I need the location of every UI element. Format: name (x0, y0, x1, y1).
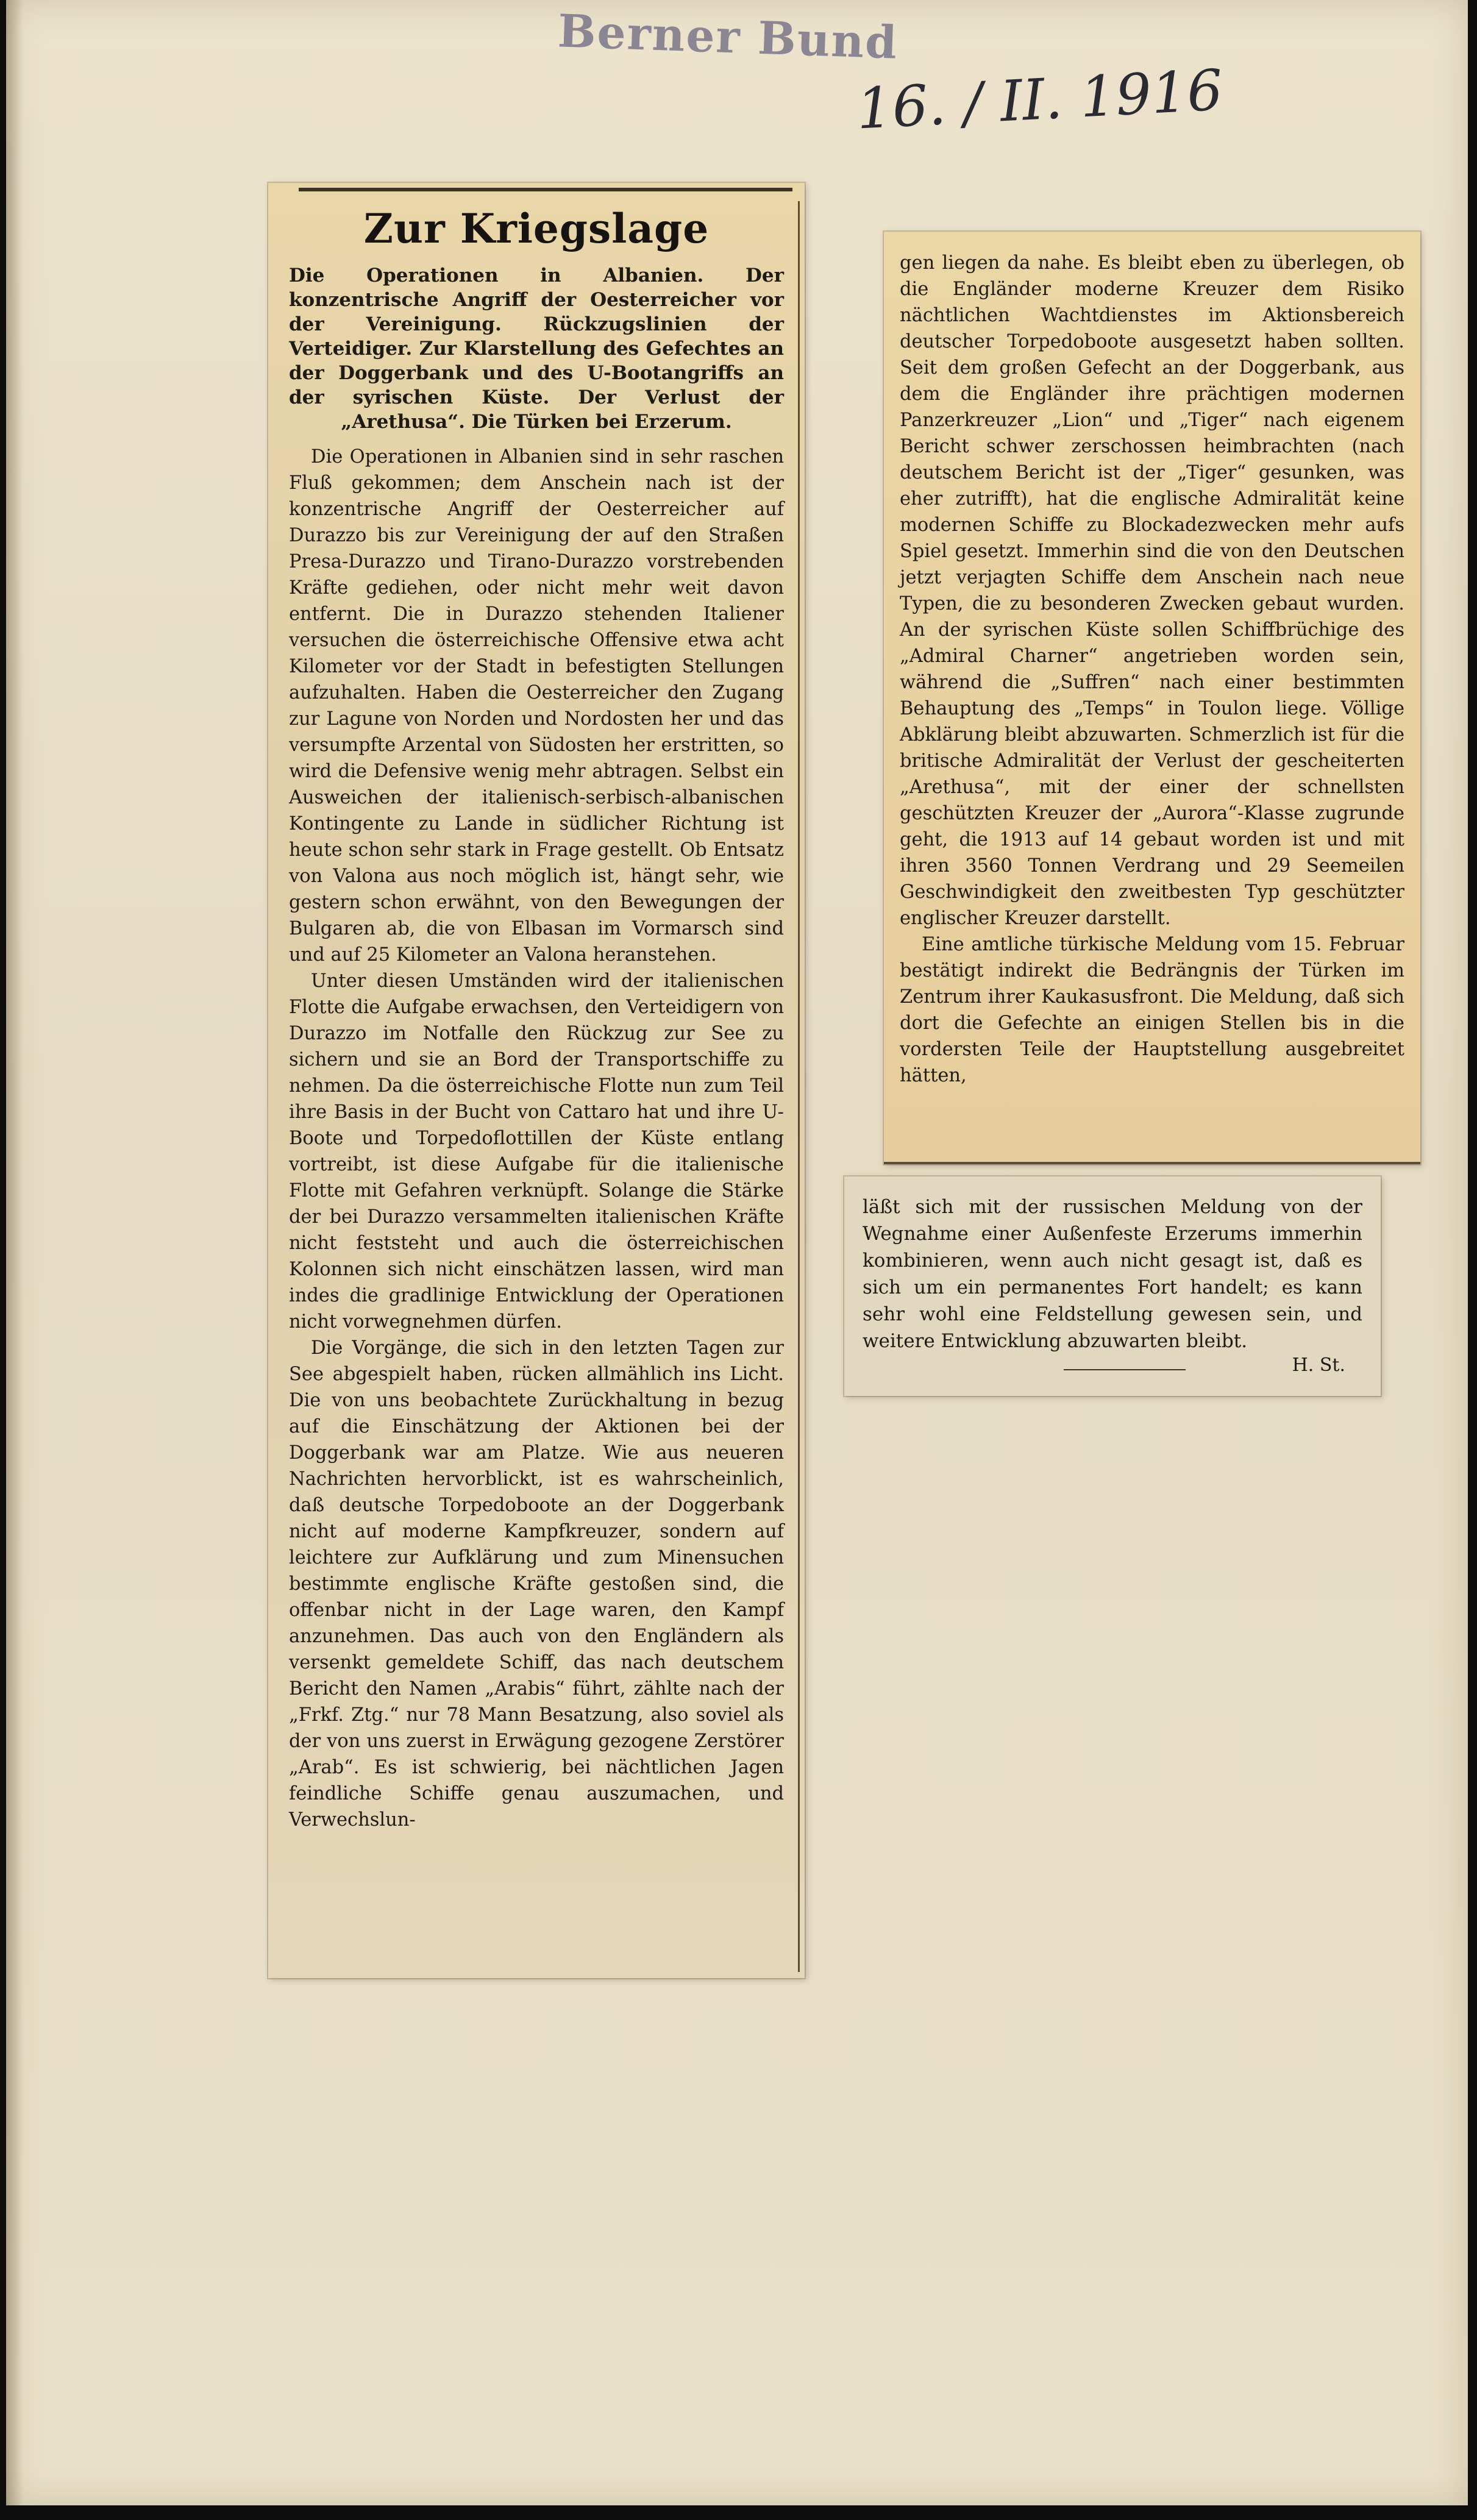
paragraph: gen liegen da nahe. Es bleibt eben zu überlegen, ob die Engländer moderne Kreuzer dem Risiko nächtlichen Wachtdienstes im Aktionsbereich deutscher Torpedoboote ausgesetzt haben sollten. Seit dem großen Gefecht an der Doggerbank, aus dem die Engländer ihre prächtigen modernen Panzerkreuzer „Lion“ und „Tiger“ nach eigenem Bericht schwer zerschossen heimbrachten (nach deutschem Bericht ist der „Tiger“ gesunken, was eher zutrifft), hat die englische Admiralität keine modernen Schiffe zu Blockadezwecken mehr aufs Spiel gesetzt. Immerhin sind die von den Deutschen jetzt verjagten Schiffe dem Anschein nach neue Typen, die zu besonderen Zwecken gebaut wurden. An der syrischen Küste sollen Schiffbrüchige des „Admiral Charner“ angetrieben worden sein, während die „Suffren“ nach einer bestimmten Behauptung des „Temps“ in Toulon liege. Völlige Abklärung bleibt abzuwarten. Schmerzlich ist für die britische Admiralität der Verlust der gescheiterten „Arethusa“, mit der einer der schnellsten geschützten Kreuzer der „Aurora“-Klasse zugrunde geht, die 1913 auf 14 gebaut worden ist und mit ihren 3560 Tonnen Verdrang und 29 Seemeilen Geschwindigkeit den zweitbesten Typ geschützter englischer Kreuzer darstellt. (900, 252, 1404, 929)
article-body-column-1 (289, 444, 784, 1833)
article-body-column-3 (863, 1194, 1362, 1354)
column-rule (798, 201, 800, 1972)
author-signature: H. St. (1292, 1354, 1345, 1376)
article-lead: Die Operationen in Albanien. Der konzentrische Angriff der Oesterreicher vor der Vereinigung. Rückzugslinien der Verteidiger. Zur Klarstellung des Gefechtes an der Doggerbank und des U-Bootangriffs an der syrischen Küste. Der Verlust der „Arethusa“. Die Türken bei Erzerum. (289, 265, 784, 433)
article-headline: Zur Kriegslage (363, 205, 710, 252)
paragraph: Die Vorgänge, die sich in den letzten Tagen zur See abgespielt haben, rücken allmählich ins Licht. Die von uns beobachtete Zurückhaltung in bezug auf die Einschätzung der Aktionen bei der Doggerbank war am Platze. Wie aus neueren Nachrichten hervorblickt, ist es wahrscheinlich, daß deutsche Torpedoboote an der Doggerbank nicht auf moderne Kampfkreuzer, sondern auf leichtere zur Aufklärung und zum Minensuchen bestimmte englische Kräfte gestoßen sind, die offenbar nicht in der Lage waren, den Kampf anzunehmen. Das auch von den Engländern als versenkt gemeldete Schiff, das nach deutschem Bericht den Namen „Arabis“ führt, zählte nach der „Frkf. Ztg.“ nur 78 Mann Besatzung, also soviel als der von uns zuerst in Erwägung gezogene Zerstörer „Arab“. Es ist schwierig, bei nächtlichen Jagen feindliche Schiffe genau auszumachen, und Verwechslun- (289, 1337, 784, 1831)
paragraph: Die Operationen in Albanien sind in sehr raschen Fluß gekommen; dem Anschein nach ist der konzentrische Angriff der Oesterreicher auf Durazzo bis zur Vereinigung der auf den Straßen Presa-Durazzo und Tirano-Durazzo vorstrebenden Kräfte gediehen, oder nicht mehr weit davon entfernt. Die in Durazzo stehenden Italiener versuchen die österreichische Offensive etwa acht Kilometer vor der Stadt in befestigten Stellungen aufzuhalten. Haben die Oesterreicher den Zugang zur Lagune von Norden und Nordosten her und das versumpfte Arzental von Südosten her erstritten, so wird die Defensive wenig mehr abtragen. Selbst ein Ausweichen der italienisch-serbisch-albanischen Kontingente zu Lande in südlicher Richtung ist heute schon sehr stark in Frage gestellt. Ob Entsatz von Valona aus noch möglich ist, hängt sehr, wie gestern schon erwähnt, von den Bewegungen der Bulgaren ab, die von Elbasan im Vormarsch sind und auf 25 Kilometer an Valona heranstehen. (289, 446, 784, 966)
paragraph: Eine amtliche türkische Meldung vom 15. Februar bestätigt indirekt die Bedrängnis der Türken im Zentrum ihrer Kaukasusfront. Die Meldung, daß sich dort die Gefechte an einigen Stellen bis in die vordersten Teile der Hauptstellung ausgebreitet hätten, (900, 934, 1404, 1086)
archive-stamp: Berner Bund (557, 5, 899, 69)
clipping-column-2 (884, 232, 1420, 1164)
archive-sheet (6, 0, 1468, 2505)
article-body-column-2 (900, 250, 1404, 1089)
bottom-rule (884, 1162, 1420, 1164)
paragraph: läßt sich mit der russischen Meldung von der Wegnahme einer Außenfeste Erzerums immerhin kombinieren, wenn auch nicht gesagt ist, daß es sich um ein permanentes Fort handelt; es kann sehr wohl eine Feldstellung gewesen sein, und weitere Entwicklung abzuwarten bleibt. (863, 1196, 1362, 1352)
handwritten-date: 16. / II. 1916 (855, 57, 1225, 142)
paragraph: Unter diesen Umständen wird der italienischen Flotte die Aufgabe erwachsen, den Verteidigern von Durazzo im Notfalle den Rückzug zur See zu sichern und sie an Bord der Transportschiffe zu nehmen. Da die österreichische Flotte nun zum Teil ihre Basis in der Bucht von Cattaro hat und ihre U-Boote und Torpedoflottillen der Küste entlang vortreibt, ist diese Aufgabe für die italienische Flotte mit Gefahren verknüpft. Solange die Stärke der bei Durazzo versammelten italienischen Kräfte nicht feststeht und auch die österreichischen Kolonnen sich nicht einschätzen lassen, wird man indes die gradlinige Entwicklung der Operationen nicht vorwegnehmen dürfen. (289, 970, 784, 1333)
signature-rule (1064, 1369, 1186, 1370)
top-rule (299, 188, 792, 191)
clipping-column-1 (268, 183, 805, 1978)
signature-row (863, 1354, 1362, 1381)
clipping-column-3 (844, 1176, 1381, 1396)
